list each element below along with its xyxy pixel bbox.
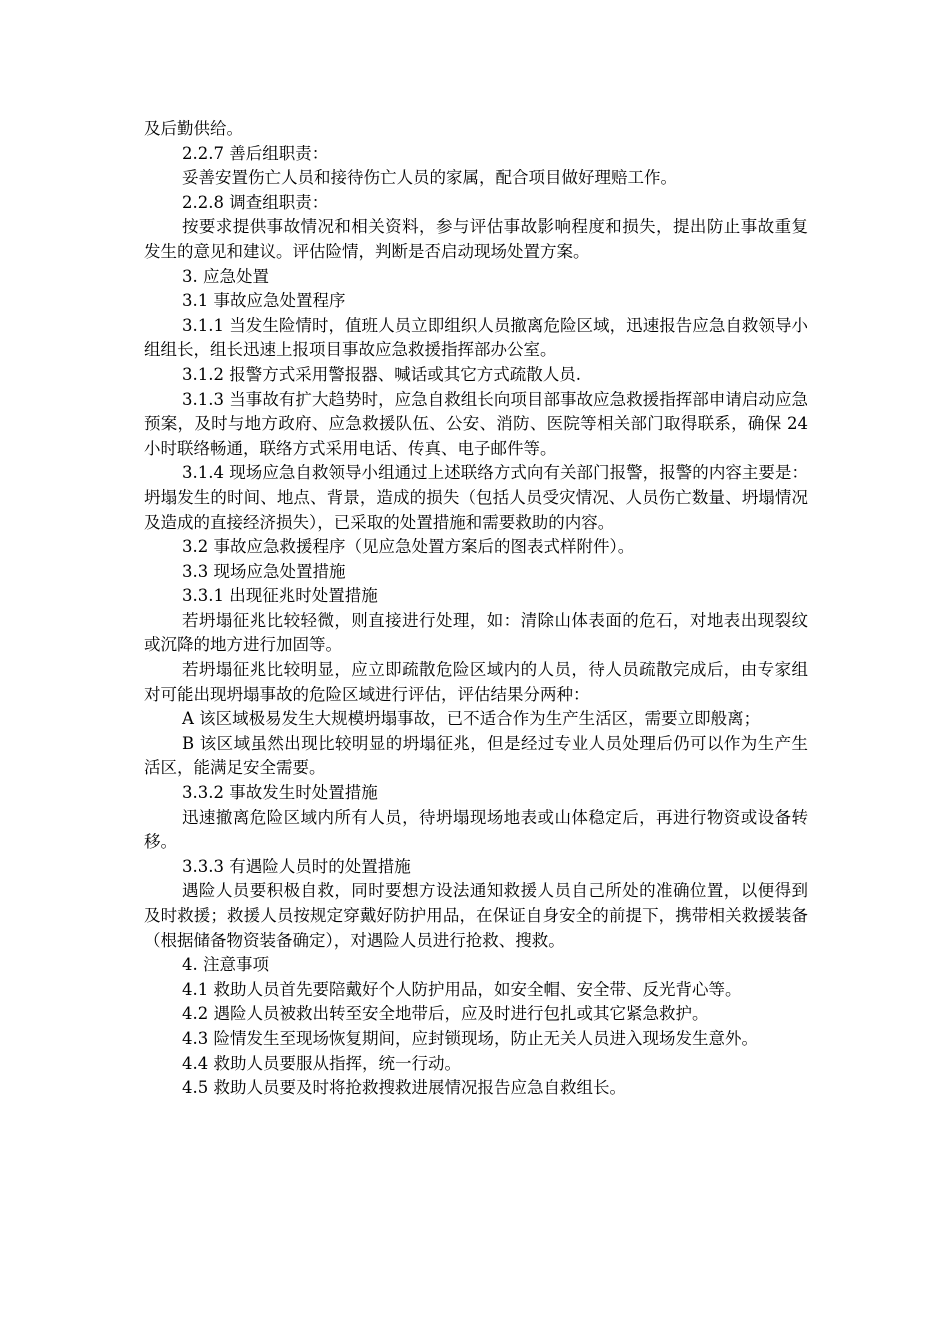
paragraph: 按要求提供事故情况和相关资料，参与评估事故影响程度和损失，提出防止事故重复发生的意见和建议。评估险情，判断是否启动现场处置方案。 [144,217,808,261]
paragraph: 若坍塌征兆比较明显，应立即疏散危险区域内的人员，待人员疏散完成后，由专家组对可能出现坍塌事故的危险区域进行评估，评估结果分两种： [144,660,808,704]
paragraph: 4.1 救助人员首先要陪戴好个人防护用品，如安全帽、安全带、反光背心等。 [182,979,742,999]
section-heading: 3.3.3 有遇险人员时的处置措施 [182,856,411,876]
section-heading: 3.3 现场应急处置措施 [182,561,346,581]
section-heading: 3. 应急处置 [182,266,269,286]
paragraph: 4.2 遇险人员被救出转至安全地带后，应及时进行包扎或其它紧急救护。 [182,1004,709,1024]
paragraph: 遇险人员要积极自救，同时要想方设法通知救援人员自己所处的准确位置，以便得到及时救援；救援人员按规定穿戴好防护用品，在保证自身安全的前提下，携带相关救援装备（根据储备物资装备确定），对遇险人员进行抢救、搜救。 [144,881,808,950]
section-heading: 3.3.1 出现征兆时处置措施 [182,586,378,606]
paragraph: 3.1.2 报警方式采用警报器、喊话或其它方式疏散人员. [182,364,581,384]
paragraph: A 该区域极易发生大规模坍塌事故，已不适合作为生产生活区，需要立即般离； [182,709,761,729]
paragraph: 若坍塌征兆比较轻微，则直接进行处理，如：清除山体表面的危石，对地表出现裂纹或沉降的地方进行加固等。 [144,610,808,655]
paragraph: 及后勤供给。 [144,119,243,138]
paragraph: B 该区域虽然出现比较明显的坍塌征兆，但是经过专业人员处理后仍可以作为生产生活区，能满足安全需要。 [144,733,808,778]
paragraph: 3.2 事故应急救援程序（见应急处置方案后的图表式样附件）。 [182,537,635,557]
paragraph: 3.1.1 当发生险情时，值班人员立即组织人员撤离危险区域，迅速报告应急自救领导小组组长，组长迅速上报项目事故应急救援指挥部办公室。 [144,315,808,360]
section-heading: 2.2.8 调查组职责： [182,192,329,212]
document-body [144,117,808,1101]
paragraph: 4.4 救助人员要服从指挥，统一行动。 [182,1053,461,1073]
paragraph: 3.1.3 当事故有扩大趋势时，应急自救组长向项目部事故应急救援指挥部申请启动应急预案，及时与地方政府、应急救援队伍、公安、消防、医院等相关部门取得联系，确保 24 小时联络畅通，联络方式采用电话、传真、电子邮件等。 [144,389,808,458]
paragraph: 妥善安置伤亡人员和接待伤亡人员的家属，配合项目做好理赔工作。 [182,168,677,188]
section-heading: 3.1 事故应急处置程序 [182,291,346,311]
section-heading: 3.3.2 事故发生时处置措施 [182,783,378,803]
paragraph: 迅速撤离危险区域内所有人员，待坍塌现场地表或山体稳定后，再进行物资或设备转移。 [144,807,808,852]
paragraph: 3.1.4 现场应急自救领导小组通过上述联络方式向有关部门报警，报警的内容主要是：坍塌发生的时间、地点、背景，造成的损失（包括人员受灾情况、人员伤亡数量、坍塌情况及造成的直接经济损失），已采取的处置措施和需要救助的内容。 [144,463,808,532]
paragraph: 4.5 救助人员要及时将抢救搜救进展情况报告应急自救组长。 [182,1078,626,1098]
section-heading: 4. 注意事项 [182,955,269,975]
section-heading: 2.2.7 善后组职责： [182,143,329,163]
paragraph: 4.3 险情发生至现场恢复期间，应封锁现场，防止无关人员进入现场发生意外。 [182,1028,758,1048]
